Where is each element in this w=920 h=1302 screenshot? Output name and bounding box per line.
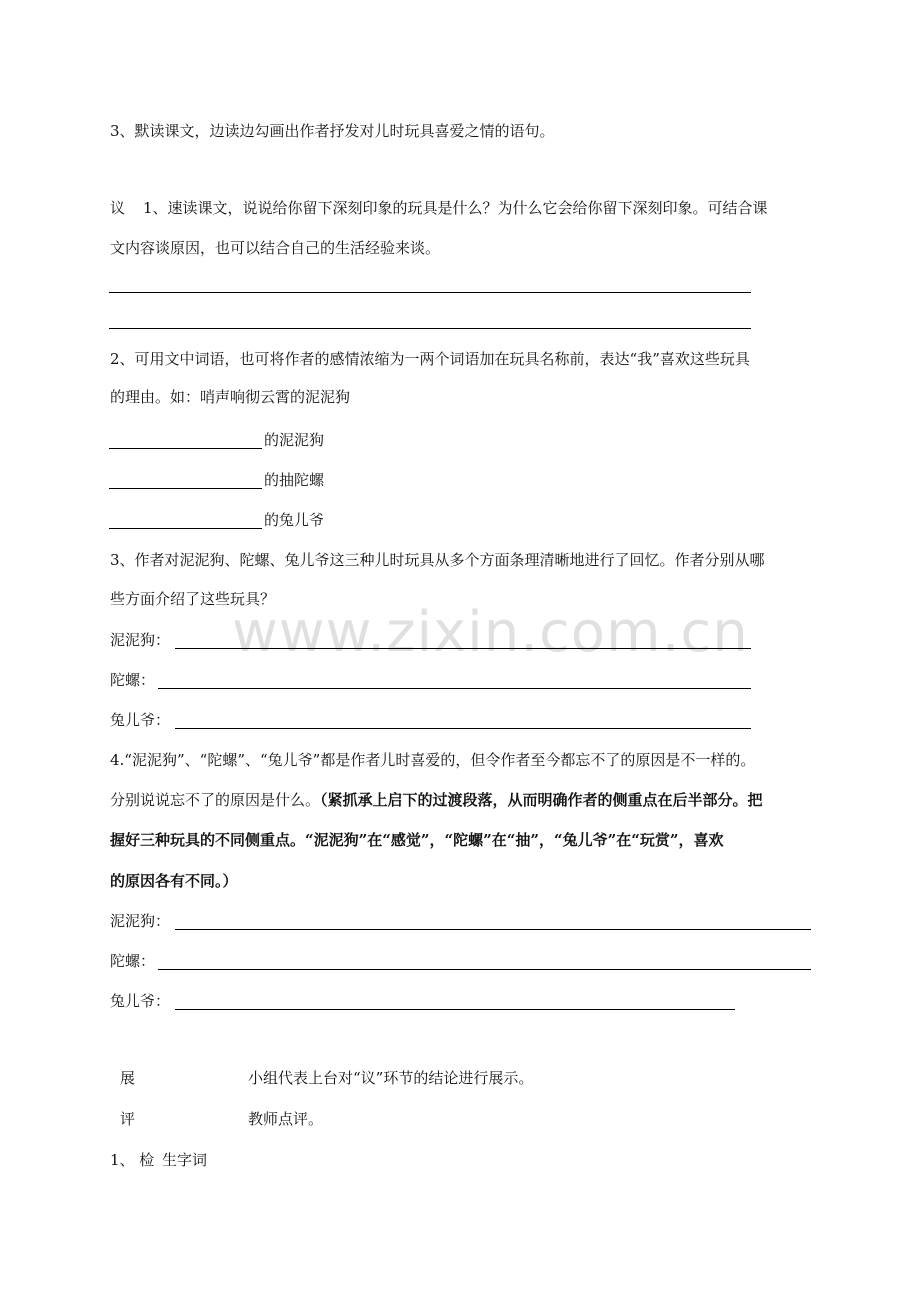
discuss-question-4-line-3: 握好三种玩具的不同侧重点。“泥泥狗”在“感觉”，“陀螺”在“抽”，“兔儿爷”在“玩赏”，喜欢 [110, 831, 724, 849]
answer-line[interactable] [109, 292, 751, 293]
fill-blank-rabbit: 的兔儿爷 [264, 511, 325, 529]
check-label: 1、 检 [110, 1151, 155, 1169]
question-4-hint-text: （紧抓承上启下的过渡段落，从而明确作者的侧重点在后半部分。把 [320, 791, 763, 809]
watermark: www.zixin.com.cn [232, 600, 749, 665]
discuss-question-1-line-2: 文内容谈原因，也可以结合自己的生活经验来谈。 [110, 239, 441, 257]
evaluate-text: 教师点评。 [248, 1110, 324, 1128]
answer-line[interactable] [175, 728, 751, 729]
answer-line[interactable] [175, 1009, 735, 1010]
toy-label-mud-dog: 泥泥狗： [110, 631, 171, 649]
fill-blank-top: 的抽陀螺 [264, 471, 325, 489]
answer-line[interactable] [175, 648, 751, 649]
toy-label-rabbit: 兔儿爷： [110, 711, 171, 729]
evaluate-label: 评 [120, 1110, 136, 1128]
fill-blank-line[interactable] [109, 528, 262, 529]
discuss-question-1-line-1: 1、速读课文，说说给你留下深刻印象的玩具是什么？为什么它会给你留下深刻印象。可结合课 [143, 199, 768, 217]
question-4-plain-text: 分别说说忘不了的原因是什么。 [110, 791, 321, 809]
answer-line[interactable] [158, 969, 811, 970]
answer-line[interactable] [158, 688, 751, 689]
discuss-question-4-line-1: 4.“泥泥狗”、“陀螺”、“兔儿爷”都是作者儿时喜爱的，但令作者至今都忘不了的原因是不一样的。 [110, 751, 756, 769]
read-question-3: 3、默读课文，边读边勾画出作者抒发对儿时玩具喜爱之情的语句。 [110, 122, 555, 140]
toy-label-mud-dog: 泥泥狗： [110, 912, 171, 930]
toy-label-top: 陀螺： [110, 952, 156, 970]
toy-label-rabbit: 兔儿爷： [110, 992, 171, 1010]
discuss-question-4-line-2 [110, 790, 763, 810]
discuss-question-2-line-2: 的理由。如：哨声响彻云霄的泥泥狗 [110, 388, 351, 406]
answer-line[interactable] [109, 328, 751, 329]
show-text: 小组代表上台对“议”环节的结论进行展示。 [248, 1069, 534, 1087]
fill-blank-mud-dog: 的泥泥狗 [264, 431, 325, 449]
discuss-question-2-line-1: 2、可用文中词语，也可将作者的感情浓缩为一两个词语加在玩具名称前，表达“我”喜欢这些玩具 [110, 350, 750, 368]
fill-blank-line[interactable] [109, 448, 262, 449]
show-label: 展 [120, 1069, 136, 1087]
check-text: 生字词 [162, 1151, 208, 1169]
fill-blank-line[interactable] [109, 488, 262, 489]
toy-label-top: 陀螺： [110, 671, 156, 689]
answer-line[interactable] [175, 929, 811, 930]
discuss-question-3-line-1: 3、作者对泥泥狗、陀螺、兔儿爷这三种儿时玩具从多个方面条理清晰地进行了回忆。作者分别从哪 [110, 551, 765, 569]
discuss-question-4-line-4: 的原因各有不同。） [110, 872, 238, 890]
discuss-question-3-line-2: 些方面介绍了这些玩具？ [110, 590, 276, 608]
discuss-label: 议 [110, 199, 126, 217]
